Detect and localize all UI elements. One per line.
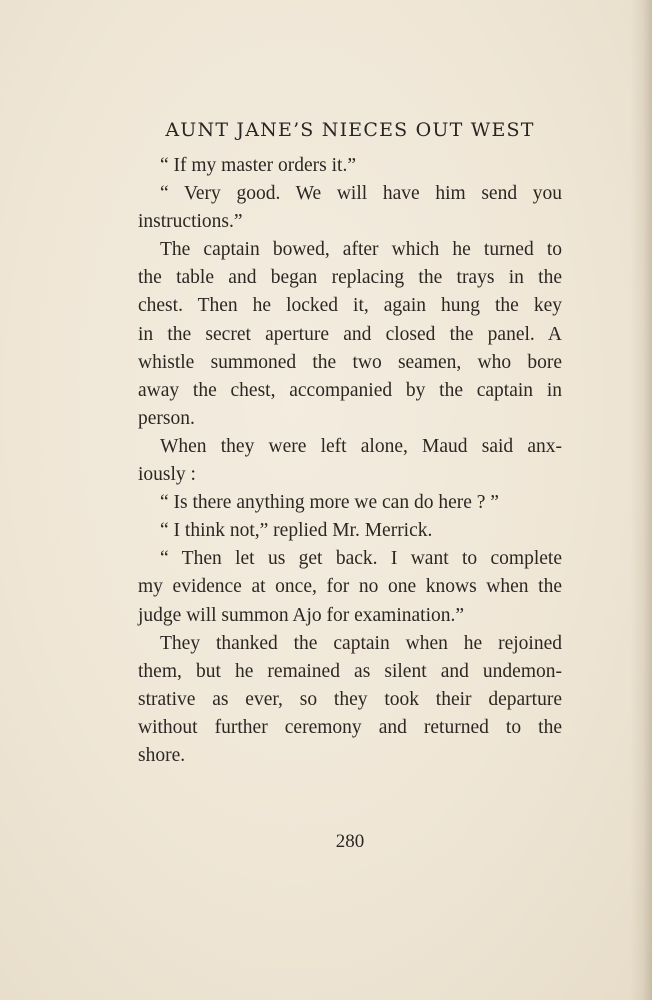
text-line: They thanked the captain when he rejoined (160, 632, 562, 654)
paragraph (138, 630, 562, 770)
text-line: strative as ever, so they took their departure (138, 688, 562, 710)
paragraph (138, 489, 562, 517)
text-line: “ Then let us get back. I want to complete (160, 548, 562, 570)
paragraph (138, 433, 562, 489)
paragraph (138, 180, 562, 236)
text-line: instructions.” (138, 211, 243, 233)
text-line: The captain bowed, after which he turned to (160, 239, 562, 261)
text-line: iously : (138, 464, 196, 486)
text-line: shore. (138, 744, 186, 766)
text-line: judge will summon Ajo for examination.” (138, 604, 465, 626)
text-line: away the chest, accompanied by the captain in (138, 379, 562, 401)
text-line: “ If my master orders it.” (160, 155, 357, 176)
page-number: 280 (335, 831, 365, 852)
body-text (138, 152, 562, 770)
text-line: them, but he remained as silent and undemon- (138, 660, 562, 682)
text-line: person. (138, 407, 195, 429)
text-line: “ Very good. We will have him send you (160, 183, 562, 205)
running-head: AUNT JANE’S NIECES OUT WEST (165, 119, 535, 141)
text-line: in the secret aperture and closed the panel. A (138, 323, 562, 345)
page-edge-shadow (630, 0, 652, 1000)
paragraph (138, 545, 562, 629)
paragraph (138, 236, 562, 433)
paragraph (138, 152, 562, 180)
text-line: “ Is there anything more we can do here ? ” (160, 492, 499, 514)
text-line: the table and began replacing the trays in the (138, 267, 562, 289)
text-line: whistle summoned the two seamen, who bore (138, 351, 562, 373)
text-line: chest. Then he locked it, again hung the key (138, 295, 562, 317)
paragraph (138, 517, 562, 545)
text-line: When they were left alone, Maud said anx- (160, 435, 562, 457)
text-line: my evidence at once, for no one knows when the (138, 576, 562, 598)
text-line: without further ceremony and returned to the (138, 716, 562, 738)
text-line: “ I think not,” replied Mr. Merrick. (160, 520, 433, 542)
